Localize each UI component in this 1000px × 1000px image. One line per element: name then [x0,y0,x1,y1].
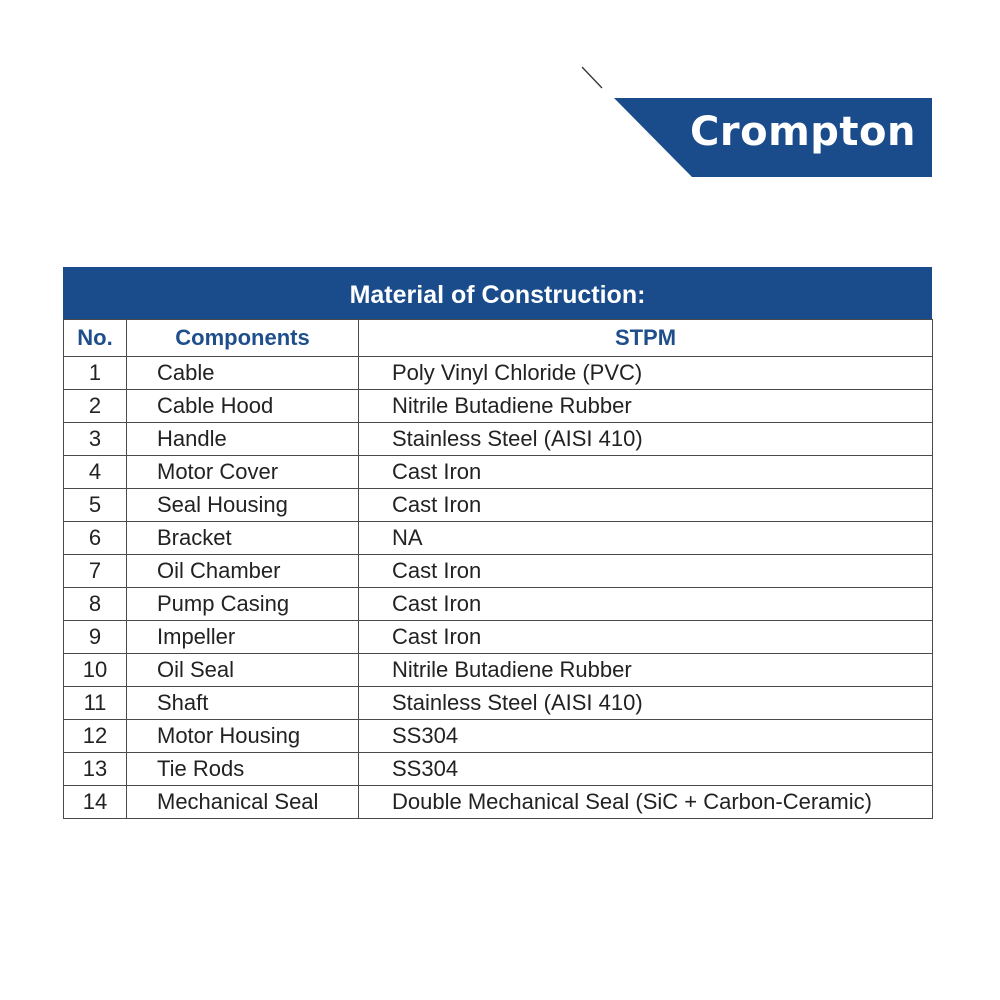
row-material: SS304 [359,720,933,753]
row-component: Shaft [127,687,359,720]
table-row [64,687,933,720]
brand-name: Crompton [690,109,916,155]
row-material: Cast Iron [359,588,933,621]
row-component: Mechanical Seal [127,786,359,819]
row-component: Handle [127,423,359,456]
row-number: 1 [64,357,127,390]
header-material: STPM [359,320,933,357]
row-number: 6 [64,522,127,555]
row-component: Oil Seal [127,654,359,687]
row-number: 2 [64,390,127,423]
row-component: Pump Casing [127,588,359,621]
table-row [64,720,933,753]
row-material: Stainless Steel (AISI 410) [359,687,933,720]
row-material: Nitrile Butadiene Rubber [359,390,933,423]
table-row [64,753,933,786]
row-number: 4 [64,456,127,489]
row-material: SS304 [359,753,933,786]
row-component: Motor Cover [127,456,359,489]
row-component: Oil Chamber [127,555,359,588]
row-number: 8 [64,588,127,621]
row-component: Tie Rods [127,753,359,786]
material-table [63,319,933,819]
table-title: Material of Construction: [63,267,932,319]
row-component: Impeller [127,621,359,654]
table-row [64,357,933,390]
row-material: Stainless Steel (AISI 410) [359,423,933,456]
header-no: No. [64,320,127,357]
row-number: 12 [64,720,127,753]
row-number: 3 [64,423,127,456]
row-number: 9 [64,621,127,654]
row-material: Poly Vinyl Chloride (PVC) [359,357,933,390]
table-row [64,522,933,555]
table-row [64,423,933,456]
row-component: Bracket [127,522,359,555]
table-row [64,390,933,423]
row-material: Cast Iron [359,489,933,522]
material-table-container [63,267,932,819]
table-row [64,621,933,654]
table-row [64,456,933,489]
row-number: 13 [64,753,127,786]
table-row [64,588,933,621]
row-number: 7 [64,555,127,588]
row-material: NA [359,522,933,555]
table-row [64,555,933,588]
row-material: Cast Iron [359,456,933,489]
row-number: 14 [64,786,127,819]
header-components: Components [127,320,359,357]
table-row [64,654,933,687]
header-row [64,320,933,357]
row-material: Cast Iron [359,555,933,588]
row-component: Motor Housing [127,720,359,753]
row-component: Seal Housing [127,489,359,522]
row-number: 10 [64,654,127,687]
crompton-logo [580,66,932,178]
row-material: Nitrile Butadiene Rubber [359,654,933,687]
row-material: Cast Iron [359,621,933,654]
row-number: 11 [64,687,127,720]
row-number: 5 [64,489,127,522]
row-material: Double Mechanical Seal (SiC + Carbon-Ceramic) [359,786,933,819]
table-row [64,489,933,522]
row-component: Cable Hood [127,390,359,423]
table-row [64,786,933,819]
row-component: Cable [127,357,359,390]
